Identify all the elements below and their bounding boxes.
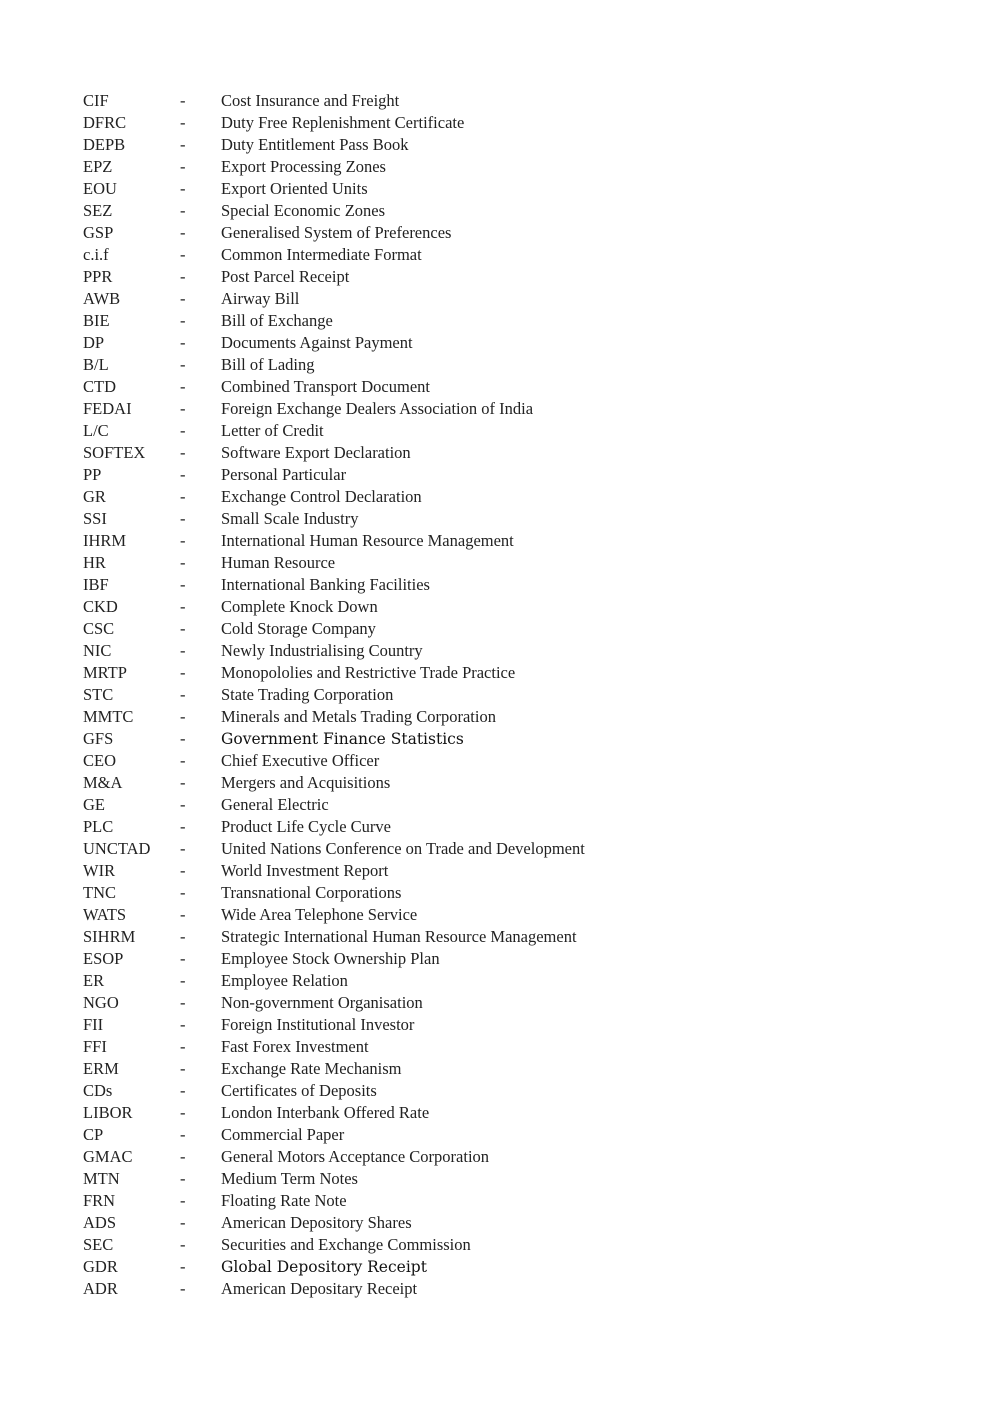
- abbreviation-row: [83, 90, 783, 112]
- abbreviation-expansion: Non-government Organisation: [221, 993, 423, 1012]
- abbreviation-expansion: Bill of Exchange: [221, 311, 333, 330]
- abbreviation: SEZ: [83, 201, 113, 220]
- abbreviation-row: [83, 596, 783, 618]
- abbreviation-expansion: Post Parcel Receipt: [221, 267, 350, 286]
- separator-dash: -: [180, 1081, 186, 1100]
- abbreviation: GE: [83, 795, 105, 814]
- abbreviation: CDs: [83, 1081, 113, 1100]
- separator-dash: -: [180, 751, 186, 770]
- separator-dash: -: [180, 971, 186, 990]
- abbreviation-row: [83, 926, 783, 948]
- abbreviation-expansion: American Depository Shares: [221, 1213, 412, 1232]
- abbreviation: HR: [83, 553, 106, 572]
- abbreviation-expansion: Government Finance Statistics: [221, 730, 464, 748]
- separator-dash: -: [180, 487, 186, 506]
- abbreviation: LIBOR: [83, 1103, 133, 1122]
- separator-dash: -: [180, 223, 186, 242]
- abbreviation-expansion: Human Resource: [221, 553, 336, 572]
- abbreviation: NGO: [83, 993, 119, 1012]
- separator-dash: -: [180, 531, 186, 550]
- separator-dash: -: [180, 795, 186, 814]
- separator-dash: -: [180, 311, 186, 330]
- separator-dash: -: [180, 619, 186, 638]
- abbreviation: GMAC: [83, 1147, 133, 1166]
- abbreviation-expansion: Product Life Cycle Curve: [221, 817, 391, 836]
- abbreviation-expansion: State Trading Corporation: [221, 685, 394, 704]
- abbreviation-row: [83, 838, 783, 860]
- abbreviation-expansion: Minerals and Metals Trading Corporation: [221, 707, 496, 726]
- separator-dash: -: [180, 201, 186, 220]
- abbreviation-expansion: Newly Industrialising Country: [221, 641, 423, 660]
- abbreviation: CIF: [83, 91, 109, 110]
- abbreviation: DP: [83, 333, 105, 352]
- abbreviation-expansion: United Nations Conference on Trade and Development: [221, 839, 585, 858]
- abbreviation-row: [83, 662, 783, 684]
- separator-dash: -: [180, 135, 186, 154]
- abbreviation: IBF: [83, 575, 109, 594]
- abbreviation: c.i.f: [83, 245, 109, 264]
- abbreviation: SOFTEX: [83, 443, 146, 462]
- abbreviation: SIHRM: [83, 927, 136, 946]
- abbreviation-expansion: Foreign Exchange Dealers Association of India: [221, 399, 534, 418]
- abbreviation: M&A: [83, 773, 123, 792]
- abbreviation-expansion: Airway Bill: [221, 289, 300, 308]
- abbreviation-row: [83, 750, 783, 772]
- separator-dash: -: [180, 1169, 186, 1188]
- abbreviation: MTN: [83, 1169, 120, 1188]
- abbreviation: DFRC: [83, 113, 127, 132]
- abbreviation-expansion: Employee Stock Ownership Plan: [221, 949, 440, 968]
- abbreviation-expansion: Documents Against Payment: [221, 333, 413, 352]
- abbreviation-expansion: Common Intermediate Format: [221, 245, 422, 264]
- abbreviation-row: [83, 1014, 783, 1036]
- abbreviation: GSP: [83, 223, 114, 242]
- abbreviation-expansion: Fast Forex Investment: [221, 1037, 369, 1056]
- abbreviation: FEDAI: [83, 399, 132, 418]
- separator-dash: -: [180, 1015, 186, 1034]
- abbreviation-expansion: Securities and Exchange Commission: [221, 1235, 471, 1254]
- abbreviation-row: [83, 508, 783, 530]
- abbreviation-expansion: Personal Particular: [221, 465, 347, 484]
- abbreviation-expansion: Export Oriented Units: [221, 179, 368, 198]
- abbreviation-expansion: Global Depository Receipt: [221, 1258, 427, 1276]
- separator-dash: -: [180, 685, 186, 704]
- separator-dash: -: [180, 949, 186, 968]
- abbreviation: GR: [83, 487, 106, 506]
- abbreviation-expansion: American Depositary Receipt: [221, 1279, 418, 1298]
- abbreviation-row: [83, 1278, 783, 1300]
- separator-dash: -: [180, 1103, 186, 1122]
- separator-dash: -: [180, 993, 186, 1012]
- abbreviation-row: [83, 640, 783, 662]
- abbreviation-row: [83, 772, 783, 794]
- abbreviation-row: [83, 618, 783, 640]
- abbreviation-row: [83, 882, 783, 904]
- abbreviation-row: [83, 112, 783, 134]
- abbreviation-row: [83, 1058, 783, 1080]
- separator-dash: -: [180, 91, 186, 110]
- abbreviation-expansion: Complete Knock Down: [221, 597, 378, 616]
- separator-dash: -: [180, 1213, 186, 1232]
- abbreviation: CSC: [83, 619, 115, 638]
- abbreviation-expansion: Generalised System of Preferences: [221, 223, 452, 242]
- separator-dash: -: [180, 641, 186, 660]
- abbreviation-row: [83, 310, 783, 332]
- abbreviation-expansion: Floating Rate Note: [221, 1191, 347, 1210]
- abbreviation: FRN: [83, 1191, 116, 1210]
- abbreviation-expansion: Cold Storage Company: [221, 619, 376, 638]
- abbreviation: EPZ: [83, 157, 113, 176]
- abbreviation-row: [83, 398, 783, 420]
- abbreviation-expansion: Bill of Lading: [221, 355, 315, 374]
- separator-dash: -: [180, 333, 186, 352]
- abbreviation: AWB: [83, 289, 121, 308]
- abbreviation: GDR: [83, 1257, 118, 1276]
- abbreviation-row: [83, 860, 783, 882]
- separator-dash: -: [180, 729, 186, 748]
- separator-dash: -: [180, 355, 186, 374]
- separator-dash: -: [180, 399, 186, 418]
- separator-dash: -: [180, 1037, 186, 1056]
- abbreviation: PLC: [83, 817, 114, 836]
- abbreviation-row: [83, 684, 783, 706]
- abbreviation-row: [83, 948, 783, 970]
- abbreviation: SSI: [83, 509, 107, 528]
- separator-dash: -: [180, 1147, 186, 1166]
- abbreviation-expansion: Exchange Rate Mechanism: [221, 1059, 402, 1078]
- abbreviation: DEPB: [83, 135, 126, 154]
- separator-dash: -: [180, 1257, 186, 1276]
- abbreviation-expansion: Duty Entitlement Pass Book: [221, 135, 409, 154]
- abbreviation-row: [83, 442, 783, 464]
- separator-dash: -: [180, 245, 186, 264]
- abbreviation-row: [83, 1080, 783, 1102]
- abbreviation: MRTP: [83, 663, 127, 682]
- abbreviation: CKD: [83, 597, 118, 616]
- abbreviation-row: [83, 332, 783, 354]
- separator-dash: -: [180, 553, 186, 572]
- abbreviation-expansion: Special Economic Zones: [221, 201, 386, 220]
- abbreviation-row: [83, 200, 783, 222]
- separator-dash: -: [180, 443, 186, 462]
- abbreviation-row: [83, 1234, 783, 1256]
- abbreviation-expansion: Exchange Control Declaration: [221, 487, 422, 506]
- abbreviations-list: [83, 90, 783, 1300]
- abbreviation-row: [83, 266, 783, 288]
- abbreviation-row: [83, 420, 783, 442]
- separator-dash: -: [180, 1235, 186, 1254]
- abbreviation-expansion: General Motors Acceptance Corporation: [221, 1147, 490, 1166]
- abbreviation-row: [83, 574, 783, 596]
- abbreviation: GFS: [83, 729, 114, 748]
- abbreviation: STC: [83, 685, 114, 704]
- abbreviation-row: [83, 970, 783, 992]
- abbreviation-row: [83, 706, 783, 728]
- abbreviation-expansion: London Interbank Offered Rate: [221, 1103, 430, 1122]
- abbreviation: NIC: [83, 641, 112, 660]
- separator-dash: -: [180, 927, 186, 946]
- abbreviation-expansion: General Electric: [221, 795, 329, 814]
- abbreviation-row: [83, 134, 783, 156]
- abbreviation: CEO: [83, 751, 116, 770]
- abbreviation-expansion: Combined Transport Document: [221, 377, 430, 396]
- abbreviation: PPR: [83, 267, 113, 286]
- separator-dash: -: [180, 597, 186, 616]
- abbreviation-expansion: Letter of Credit: [221, 421, 324, 440]
- abbreviation-row: [83, 1124, 783, 1146]
- abbreviation: B/L: [83, 355, 109, 374]
- abbreviation-expansion: Mergers and Acquisitions: [221, 773, 391, 792]
- abbreviation-row: [83, 794, 783, 816]
- abbreviation-expansion: Commercial Paper: [221, 1125, 345, 1144]
- abbreviation-expansion: Export Processing Zones: [221, 157, 386, 176]
- abbreviation-row: [83, 178, 783, 200]
- abbreviation-expansion: Strategic International Human Resource Management: [221, 927, 577, 946]
- abbreviation: ER: [83, 971, 105, 990]
- separator-dash: -: [180, 289, 186, 308]
- abbreviation-expansion: World Investment Report: [221, 861, 389, 880]
- abbreviation-expansion: International Banking Facilities: [221, 575, 430, 594]
- abbreviation-row: [83, 904, 783, 926]
- separator-dash: -: [180, 1191, 186, 1210]
- abbreviation-expansion: Monopololies and Restrictive Trade Practice: [221, 663, 516, 682]
- abbreviation-expansion: Wide Area Telephone Service: [221, 905, 418, 924]
- separator-dash: -: [180, 663, 186, 682]
- separator-dash: -: [180, 377, 186, 396]
- separator-dash: -: [180, 707, 186, 726]
- separator-dash: -: [180, 905, 186, 924]
- abbreviation-row: [83, 728, 783, 750]
- abbreviation-expansion: Cost Insurance and Freight: [221, 91, 400, 110]
- abbreviation-expansion: Transnational Corporations: [221, 883, 402, 902]
- abbreviation: TNC: [83, 883, 116, 902]
- abbreviation: WATS: [83, 905, 127, 924]
- abbreviation-row: [83, 288, 783, 310]
- abbreviation-row: [83, 530, 783, 552]
- separator-dash: -: [180, 465, 186, 484]
- separator-dash: -: [180, 179, 186, 198]
- abbreviation: L/C: [83, 421, 109, 440]
- separator-dash: -: [180, 1279, 186, 1298]
- abbreviation: EOU: [83, 179, 117, 198]
- abbreviation-row: [83, 1102, 783, 1124]
- separator-dash: -: [180, 861, 186, 880]
- abbreviation-expansion: Small Scale Industry: [221, 509, 359, 528]
- abbreviation: CTD: [83, 377, 116, 396]
- abbreviation-row: [83, 552, 783, 574]
- abbreviation-expansion: Duty Free Replenishment Certificate: [221, 113, 465, 132]
- abbreviation: SEC: [83, 1235, 114, 1254]
- separator-dash: -: [180, 883, 186, 902]
- abbreviation: ESOP: [83, 949, 124, 968]
- abbreviation: MMTC: [83, 707, 134, 726]
- separator-dash: -: [180, 157, 186, 176]
- abbreviation-expansion: Software Export Declaration: [221, 443, 411, 462]
- abbreviation: FFI: [83, 1037, 107, 1056]
- abbreviation: ERM: [83, 1059, 119, 1078]
- abbreviation-row: [83, 486, 783, 508]
- abbreviation: PP: [83, 465, 102, 484]
- abbreviation-row: [83, 1212, 783, 1234]
- separator-dash: -: [180, 509, 186, 528]
- abbreviation-row: [83, 156, 783, 178]
- abbreviation-expansion: Certificates of Deposits: [221, 1081, 377, 1100]
- abbreviation-row: [83, 1036, 783, 1058]
- abbreviation: ADS: [83, 1213, 117, 1232]
- abbreviation: ADR: [83, 1279, 118, 1298]
- abbreviation-row: [83, 1146, 783, 1168]
- separator-dash: -: [180, 421, 186, 440]
- abbreviation-row: [83, 354, 783, 376]
- abbreviation-row: [83, 376, 783, 398]
- abbreviation-row: [83, 992, 783, 1014]
- separator-dash: -: [180, 817, 186, 836]
- abbreviation-row: [83, 222, 783, 244]
- abbreviation-expansion: Foreign Institutional Investor: [221, 1015, 415, 1034]
- abbreviation: IHRM: [83, 531, 127, 550]
- abbreviation-expansion: International Human Resource Management: [221, 531, 514, 550]
- abbreviation-row: [83, 464, 783, 486]
- separator-dash: -: [180, 773, 186, 792]
- abbreviation: CP: [83, 1125, 104, 1144]
- abbreviation: BIE: [83, 311, 110, 330]
- abbreviation-expansion: Medium Term Notes: [221, 1169, 358, 1188]
- abbreviation: UNCTAD: [83, 839, 151, 858]
- separator-dash: -: [180, 267, 186, 286]
- abbreviation-row: [83, 244, 783, 266]
- abbreviation-row: [83, 1256, 783, 1278]
- abbreviation: WIR: [83, 861, 116, 880]
- separator-dash: -: [180, 113, 186, 132]
- separator-dash: -: [180, 839, 186, 858]
- separator-dash: -: [180, 1125, 186, 1144]
- separator-dash: -: [180, 1059, 186, 1078]
- abbreviation-row: [83, 1168, 783, 1190]
- abbreviation-row: [83, 1190, 783, 1212]
- abbreviation-expansion: Employee Relation: [221, 971, 348, 990]
- abbreviation-expansion: Chief Executive Officer: [221, 751, 380, 770]
- abbreviation: FII: [83, 1015, 104, 1034]
- abbreviation-row: [83, 816, 783, 838]
- separator-dash: -: [180, 575, 186, 594]
